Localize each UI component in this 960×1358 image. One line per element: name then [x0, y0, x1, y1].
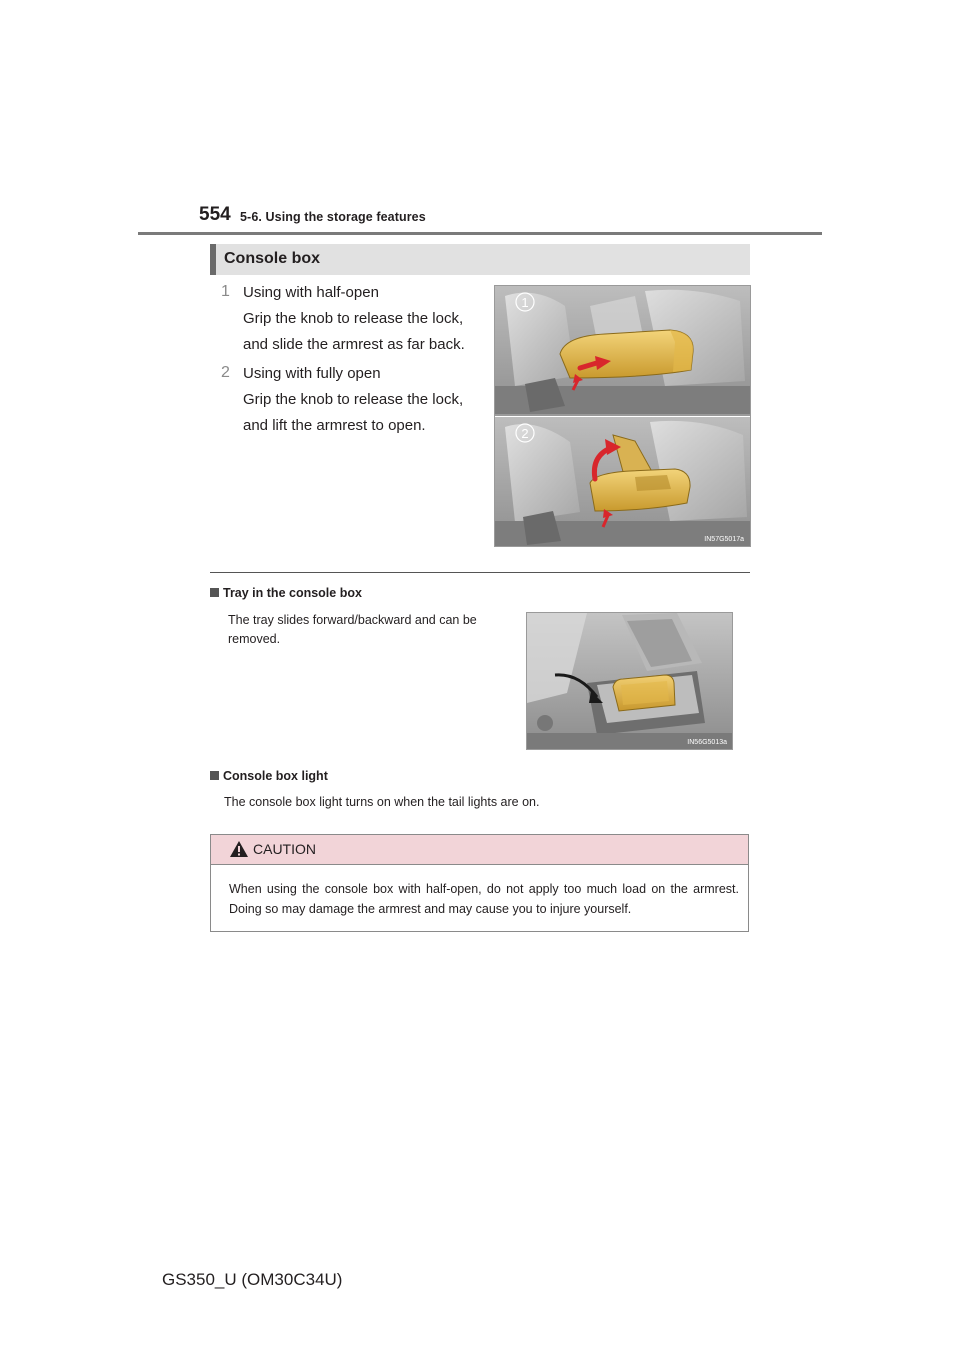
square-bullet-icon — [210, 771, 219, 780]
tray-illustration — [526, 612, 733, 750]
tray-text-line-1: The tray slides forward/backward and can be — [228, 613, 477, 627]
caution-label: CAUTION — [253, 841, 316, 857]
step-1-line-2: and slide the armrest as far back. — [243, 336, 465, 353]
console-box-figure — [495, 286, 750, 546]
console-box-illustration — [494, 285, 751, 547]
step-2-text — [243, 361, 463, 439]
section-accent — [210, 244, 216, 275]
header-rule — [138, 232, 822, 235]
step-1-text — [243, 280, 465, 358]
panel-half-open — [495, 286, 750, 414]
caution-text: When using the console box with half-open, do not apply too much load on the armrest. Doing so may damage the armrest and may cause you to injure yourself. — [229, 882, 739, 916]
section-heading-bar — [210, 244, 750, 275]
warning-icon — [230, 841, 248, 857]
section-title: 5-6. Using the storage features — [240, 210, 426, 224]
figure-code-1: IN57G5017a — [704, 536, 744, 543]
tray-figure — [527, 613, 732, 749]
tray-text — [228, 611, 477, 649]
step-2-line-2: and lift the armrest to open. — [243, 417, 426, 434]
page-number: 554 — [199, 204, 231, 225]
light-text: The console box light turns on when the tail lights are on. — [224, 795, 540, 809]
tray-text-line-2: removed. — [228, 632, 281, 646]
figure-code-2: IN56G5013a — [687, 739, 727, 746]
square-bullet-icon — [210, 588, 219, 597]
step-1-line-1: Grip the knob to release the lock, — [243, 310, 464, 327]
panel-fully-open — [495, 417, 750, 546]
tray-heading-text: Tray in the console box — [223, 586, 362, 600]
step-1-title: Using with half-open — [243, 284, 379, 301]
panel2-label: 2 — [521, 426, 529, 441]
step-number-1: 1 — [221, 283, 230, 300]
light-heading — [210, 769, 328, 783]
step-number-2: 2 — [221, 364, 230, 381]
light-heading-text: Console box light — [223, 769, 328, 783]
subsection-rule — [210, 572, 750, 573]
caution-box — [210, 834, 749, 932]
tray-heading — [210, 586, 362, 600]
section-heading: Console box — [224, 250, 321, 267]
step-2-line-1: Grip the knob to release the lock, — [243, 391, 464, 408]
step-2-title: Using with fully open — [243, 365, 381, 382]
footer-model: GS350_U (OM30C34U) — [162, 1270, 343, 1289]
panel1-label: 1 — [521, 295, 529, 310]
